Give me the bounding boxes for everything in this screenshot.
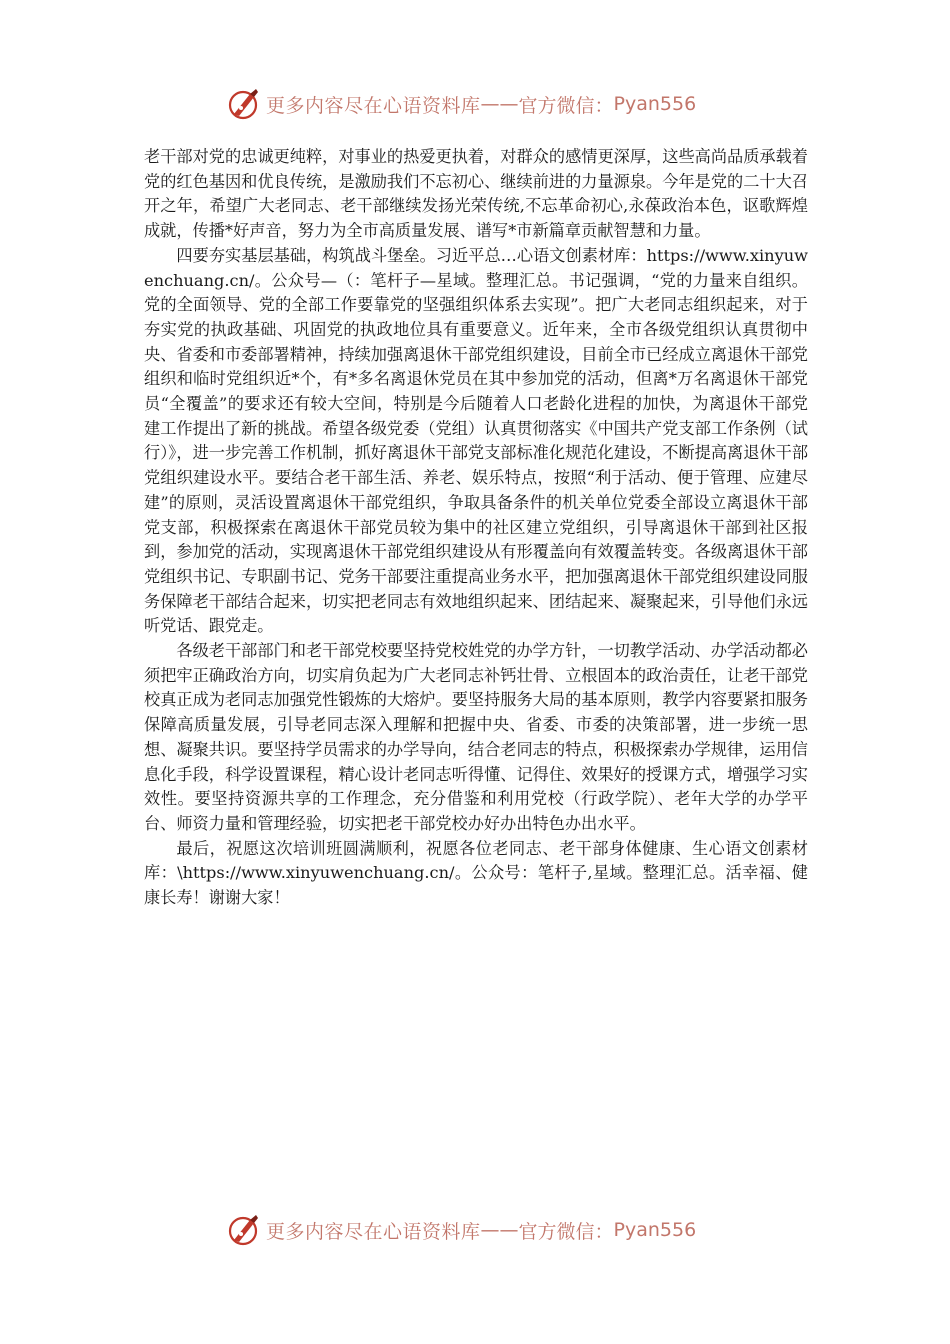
- header-banner: [226, 84, 746, 124]
- banner-wechat-id: Pyan556: [613, 1219, 697, 1241]
- paragraph: 老干部对党的忠诚更纯粹，对事业的热爱更执着，对群众的感情更深厚，这些高尚品质承载着党的红色基因和优良传统，是激励我们不忘初心、继续前进的力量源泉。今年是党的二十大召开之年，希望广大老同志、老干部继续发扬光荣传统,不忘革命初心,永葆政治本色，讴歌辉煌成就，传播*好声音，努力为全市高质量发展、谱写*市新篇章贡献智慧和力量。: [144, 147, 808, 241]
- banner-title: 更多内容尽在心语资料库: [266, 94, 481, 117]
- banner-separator: ——: [480, 93, 519, 115]
- document-body: [144, 145, 808, 911]
- banner-separator: ——: [480, 1219, 519, 1241]
- pen-nib-logo-icon: [226, 1212, 262, 1248]
- banner-title: 更多内容尽在心语资料库: [266, 1220, 481, 1243]
- paragraph: 各级老干部部门和老干部党校要坚持党校姓党的办学方针，一切教学活动、办学活动都必须把牢正确政治方向，切实肩负起为广大老同志补钙壮骨、立根固本的政治责任，让老干部党校真正成为老同志加强党性锻炼的大熔炉。要坚持服务大局的基本原则，教学内容要紧扣服务保障高质量发展，引导老同志深入理解和把握中央、省委、市委的决策部署，进一步统一思想、凝聚共识。要坚持学员需求的办学导向，结合老同志的特点，积极探索办学规律，运用信息化手段，科学设置课程，精心设计老同志听得懂、记得住、效果好的授课方式，增强学习实效性。要坚持资源共享的工作理念，充分借鉴和利用党校（行政学院）、老年大学的办学平台、师资力量和管理经验，切实把老干部党校办好办出特色办出水平。: [144, 641, 808, 833]
- banner-wechat-id: Pyan556: [613, 93, 697, 115]
- footer-banner: [226, 1210, 746, 1250]
- banner-wechat-label: 官方微信：: [518, 94, 614, 117]
- paragraph: 最后，祝愿这次培训班圆满顺利，祝愿各位老同志、老干部身体健康、生心语文创素材库：\https://www.xinyuwenchuang.cn/。公众号：笔杆子,星域。整理汇总。活幸福、健康长寿！谢谢大家！: [144, 838, 808, 908]
- paragraph: 四要夯实基层基础，构筑战斗堡垒。习近平总…心语文创素材库：https://www.xinyuwenchuang.cn/。公众号—（：笔杆子—星域。整理汇总。书记强调，“党的力量来自组织。党的全面领导、党的全部工作要靠党的坚强组织体系去实现”。把广大老同志组织起来，对于夯实党的执政基础、巩固党的执政地位具有重要意义。近年来，全市各级党组织认真贯彻中央、省委和市委部署精神，持续加强离退休干部党组织建设，目前全市已经成立离退休干部党组织和临时党组织近*个，有*多名离退休党员在其中参加党的活动，但离*万名离退休干部党员“全覆盖”的要求还有较大空间，特别是今后随着人口老龄化进程的加快，为离退休干部党建工作提出了新的挑战。希望各级党委（党组）认真贯彻落实《中国共产党支部工作条例（试行）》，进一步完善工作机制，抓好离退休干部党支部标准化规范化建设，不断提高离退休干部党组织建设水平。要结合老干部生活、养老、娱乐特点，按照“利于活动、便于管理、应建尽建”的原则，灵活设置离退休干部党组织，争取具备条件的机关单位党委全部设立离退休干部党支部，积极探索在离退休干部党员较为集中的社区建立党组织，引导离退休干部到社区报到，参加党的活动，实现离退休干部党组织建设从有形覆盖向有效覆盖转变。各级离退休干部党组织书记、专职副书记、党务干部要注重提高业务水平，把加强离退休干部党组织建设同服务保障老干部结合起来，切实把老同志有效地组织起来、团结起来、凝聚起来，引导他们永远听党话、跟党走。: [144, 245, 808, 636]
- pen-nib-logo-icon: [226, 86, 262, 122]
- banner-wechat-label: 官方微信：: [518, 1220, 614, 1243]
